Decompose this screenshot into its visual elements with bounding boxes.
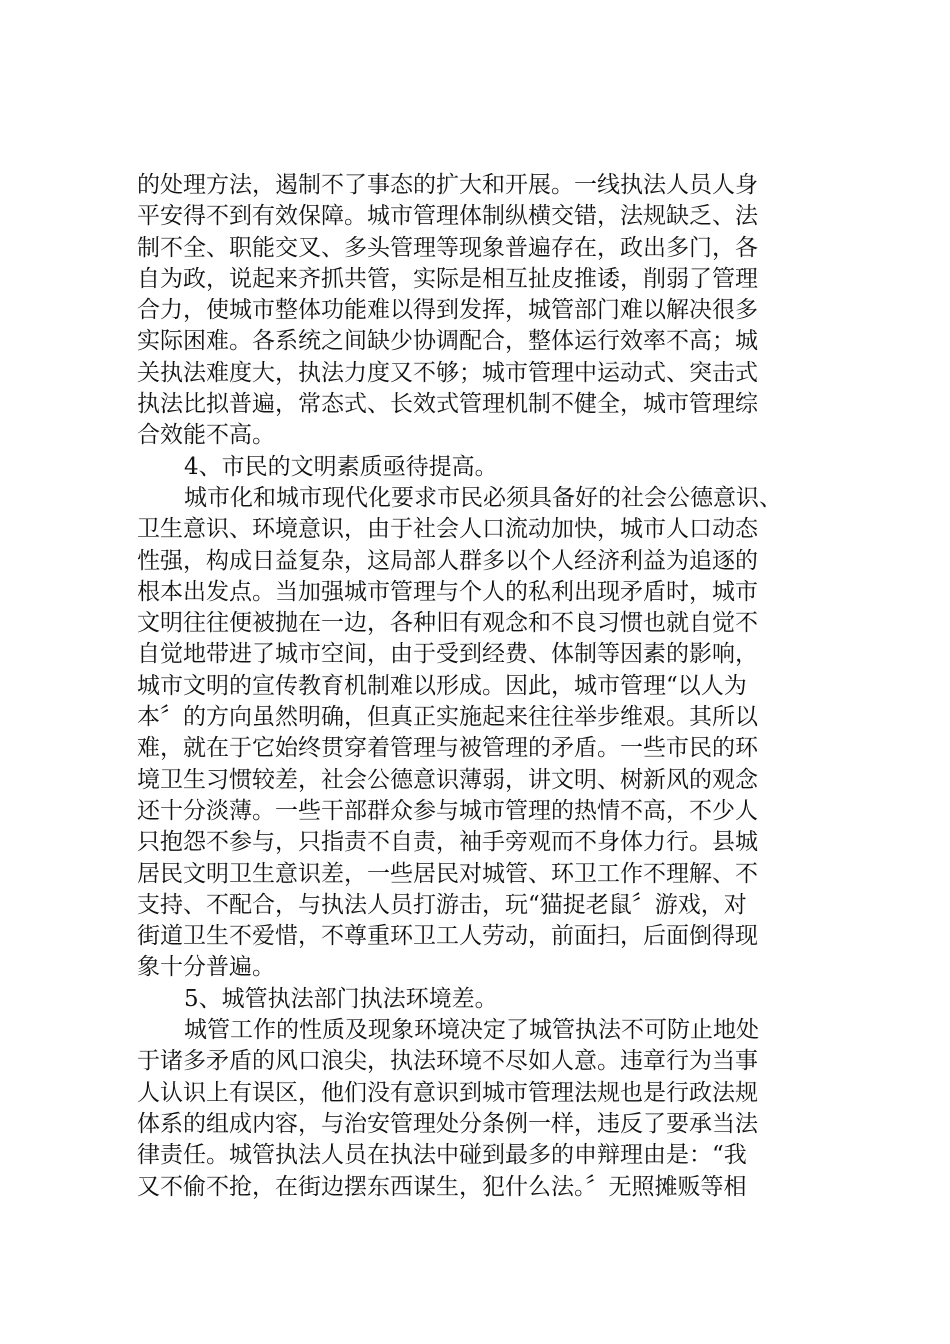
text-line: 根本出发点。当加强城市管理与个人的私利出现矛盾时，城市 (137, 578, 758, 605)
text-line: 制不全、职能交叉、多头管理等现象普遍存在，政出多门，各 (137, 234, 758, 261)
paragraph-first-line: 4、市民的文明素质亟待提高。 (184, 453, 498, 480)
document-body (137, 170, 827, 1203)
text-line: 难，就在于它始终贯穿着管理与被管理的矛盾。一些市民的环 (137, 735, 758, 762)
text-line: 象十分普遍。 (137, 954, 275, 981)
text-line: 体系的组成内容，与治安管理处分条例一样，违反了要承当法 (137, 1110, 758, 1137)
text-line: 的处理方法，遏制不了事态的扩大和开展。一线执法人员人身 (137, 172, 758, 198)
text-line: 还十分淡薄。一些干部群众参与城市管理的热情不高，不少人 (137, 797, 758, 824)
text-line: 实际困难。各系统之间缺少协调配合，整体运行效率不高；城 (137, 328, 758, 355)
paragraph-first-line: 城市化和城市现代化要求市民必须具备好的社会公德意识、 (184, 484, 782, 511)
text-line: 律责任。城管执法人员在执法中碰到最多的申辩理由是：“我 (137, 1142, 747, 1169)
text-line: 性强，构成日益复杂，这局部人群多以个人经济利益为追逐的 (137, 547, 758, 574)
text-line: 自为政，说起来齐抓共管，实际是相互扯皮推诿，削弱了管理 (137, 265, 758, 292)
text-line: 只抱怨不参与，只指责不自责，袖手旁观而不身体力行。县城 (137, 829, 758, 856)
text-line: 又不偷不抢，在街边摆东西谋生，犯什么法。〞无照摊贩等相 (137, 1173, 747, 1200)
text-line: 支持、不配合，与执法人员打游击，玩“猫捉老鼠〞游戏，对 (137, 891, 747, 918)
text-line: 人认识上有误区，他们没有意识到城市管理法规也是行政法规 (137, 1079, 758, 1106)
text-line: 文明往往便被抛在一边，各种旧有观念和不良习惯也就自觉不 (137, 610, 758, 637)
text-line: 执法比拟普遍，常态式、长效式管理机制不健全，城市管理综 (137, 391, 758, 418)
text-line: 合效能不高。 (137, 422, 275, 449)
text-line: 卫生意识、环境意识，由于社会人口流动加快，城市人口动态 (137, 516, 758, 543)
text-line: 平安得不到有效保障。城市管理体制纵横交错，法规缺乏、法 (137, 203, 758, 230)
text-line: 街道卫生不爱惜，不尊重环卫工人劳动，前面扫，后面倒得现 (137, 923, 758, 950)
text-line: 合力，使城市整体功能难以得到发挥，城管部门难以解决很多 (137, 297, 758, 324)
text-line: 于诸多矛盾的风口浪尖，执法环境不尽如人意。违章行为当事 (137, 1048, 758, 1075)
text-line: 城市文明的宣传教育机制难以形成。因此，城市管理“以人为 (137, 672, 747, 699)
text-line: 居民文明卫生意识差，一些居民对城管、环卫工作不理解、不 (137, 860, 758, 887)
text-line: 关执法难度大，执法力度又不够；城市管理中运动式、突击式 (137, 359, 758, 386)
text-line: 自觉地带进了城市空间，由于受到经费、体制等因素的影响， (137, 641, 758, 668)
text-line: 本〞的方向虽然明确，但真正实施起来往往举步维艰。其所以 (137, 704, 758, 731)
paragraph-first-line: 5、城管执法部门执法环境差。 (184, 985, 498, 1012)
text-line: 境卫生习惯较差，社会公德意识薄弱，讲文明、树新风的观念 (137, 766, 758, 793)
paragraph-first-line: 城管工作的性质及现象环境决定了城管执法不可防止地处 (184, 1017, 759, 1044)
